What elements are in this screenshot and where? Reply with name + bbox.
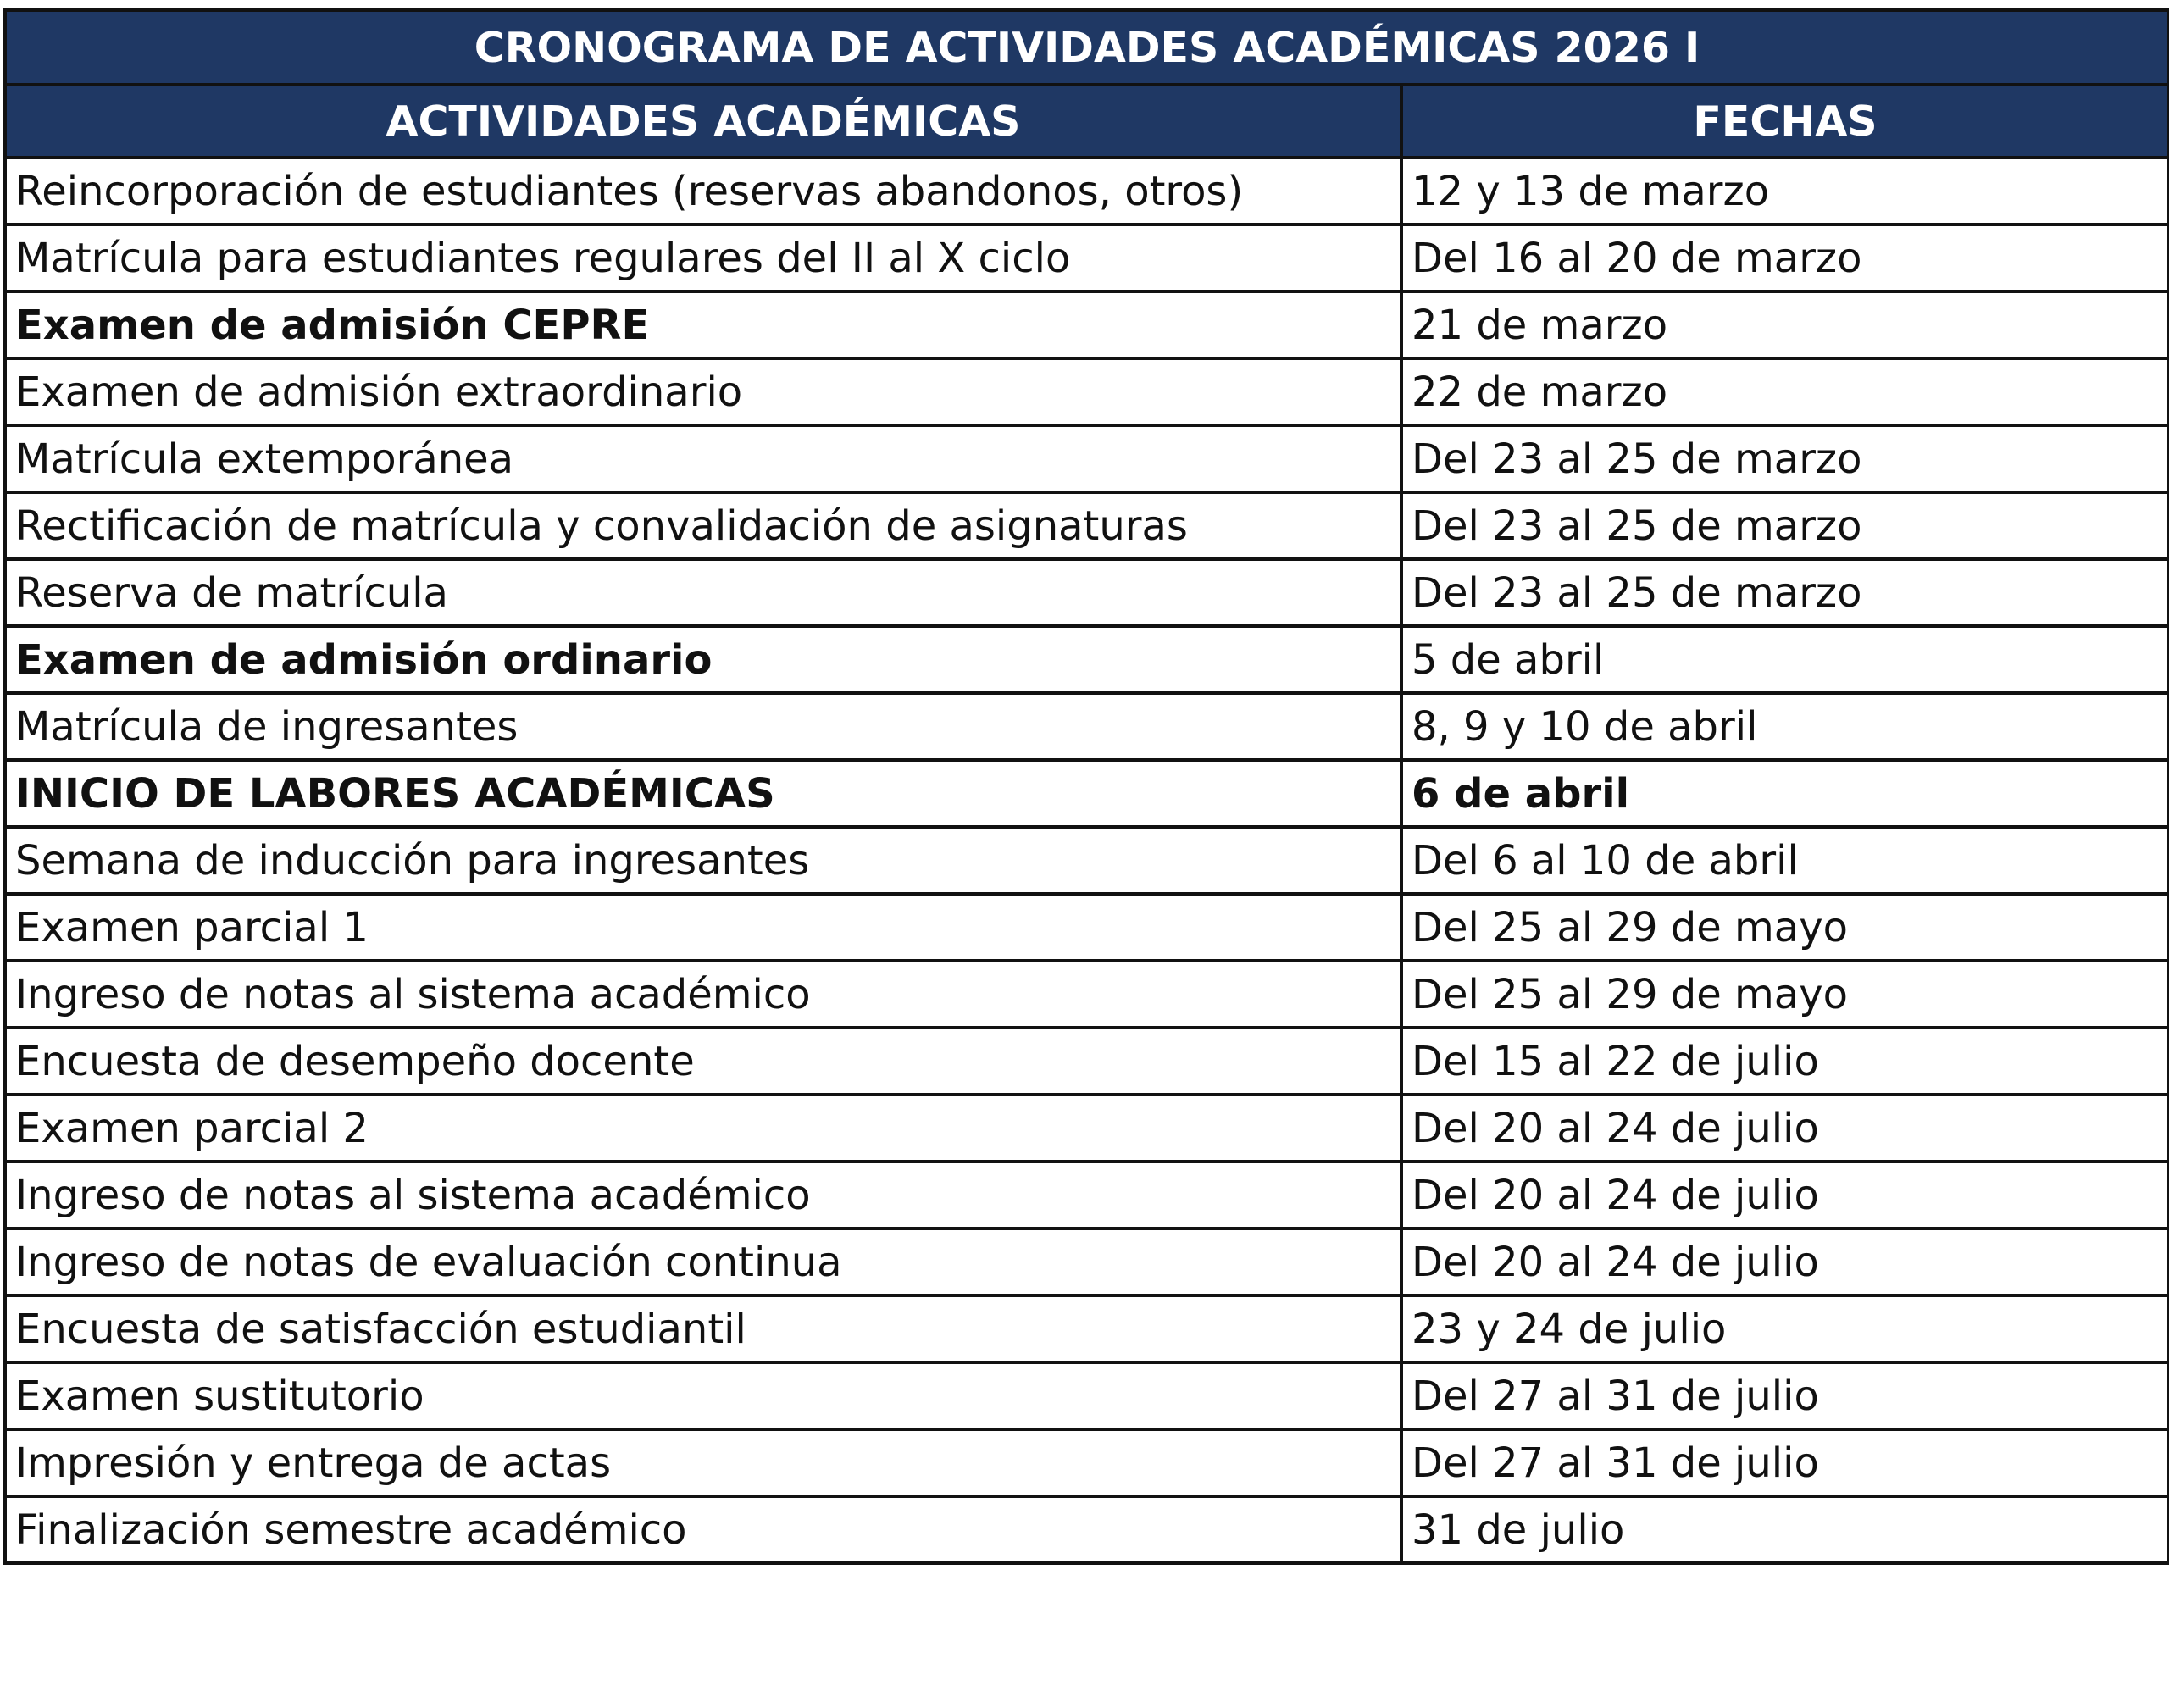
schedule-table <box>3 8 2169 1565</box>
activity-cell: Rectificación de matrícula y convalidación de asignaturas <box>5 492 1401 559</box>
date-cell: Del 27 al 31 de julio <box>1401 1429 2169 1496</box>
activity-cell: Ingreso de notas de evaluación continua <box>5 1228 1401 1295</box>
date-cell: Del 25 al 29 de mayo <box>1401 961 2169 1028</box>
date-cell: 31 de julio <box>1401 1496 2169 1563</box>
table-row <box>5 158 2169 225</box>
title-row <box>5 10 2169 85</box>
activity-cell: Examen sustitutorio <box>5 1362 1401 1429</box>
activity-cell: Semana de inducción para ingresantes <box>5 827 1401 894</box>
table-row <box>5 358 2169 425</box>
table-row <box>5 1162 2169 1228</box>
table-row <box>5 760 2169 827</box>
activity-cell: Reincorporación de estudiantes (reservas abandonos, otros) <box>5 158 1401 225</box>
date-cell: 5 de abril <box>1401 626 2169 693</box>
date-cell: Del 20 al 24 de julio <box>1401 1162 2169 1228</box>
table-row <box>5 291 2169 358</box>
date-cell: Del 6 al 10 de abril <box>1401 827 2169 894</box>
table-row <box>5 1095 2169 1162</box>
table-row <box>5 1228 2169 1295</box>
table-row <box>5 827 2169 894</box>
table-row <box>5 1295 2169 1362</box>
column-header-dates: FECHAS <box>1401 85 2169 158</box>
date-cell: Del 23 al 25 de marzo <box>1401 559 2169 626</box>
table-row <box>5 425 2169 492</box>
date-cell: Del 25 al 29 de mayo <box>1401 894 2169 961</box>
table-row <box>5 1362 2169 1429</box>
date-cell: 22 de marzo <box>1401 358 2169 425</box>
table-row <box>5 559 2169 626</box>
table-row <box>5 693 2169 760</box>
table-row <box>5 1429 2169 1496</box>
activity-cell: Examen de admisión CEPRE <box>5 291 1401 358</box>
date-cell: 12 y 13 de marzo <box>1401 158 2169 225</box>
table-row <box>5 894 2169 961</box>
date-cell: Del 20 al 24 de julio <box>1401 1095 2169 1162</box>
activity-cell: Examen de admisión extraordinario <box>5 358 1401 425</box>
activity-cell: Encuesta de satisfacción estudiantil <box>5 1295 1401 1362</box>
activity-cell: Examen parcial 1 <box>5 894 1401 961</box>
activity-cell: Matrícula para estudiantes regulares del II al X ciclo <box>5 225 1401 291</box>
date-cell: 21 de marzo <box>1401 291 2169 358</box>
table-row <box>5 1496 2169 1563</box>
date-cell: Del 23 al 25 de marzo <box>1401 492 2169 559</box>
activity-cell: Examen de admisión ordinario <box>5 626 1401 693</box>
activity-cell: Encuesta de desempeño docente <box>5 1028 1401 1095</box>
activity-cell: Finalización semestre académico <box>5 1496 1401 1563</box>
column-header-activity: ACTIVIDADES ACADÉMICAS <box>5 85 1401 158</box>
date-cell: 6 de abril <box>1401 760 2169 827</box>
activity-cell: Examen parcial 2 <box>5 1095 1401 1162</box>
date-cell: 23 y 24 de julio <box>1401 1295 2169 1362</box>
activity-cell: Impresión y entrega de actas <box>5 1429 1401 1496</box>
table-row <box>5 626 2169 693</box>
table-title: CRONOGRAMA DE ACTIVIDADES ACADÉMICAS 2026 I <box>5 10 2169 85</box>
activity-cell: Ingreso de notas al sistema académico <box>5 961 1401 1028</box>
date-cell: Del 20 al 24 de julio <box>1401 1228 2169 1295</box>
date-cell: 8, 9 y 10 de abril <box>1401 693 2169 760</box>
header-row <box>5 85 2169 158</box>
date-cell: Del 27 al 31 de julio <box>1401 1362 2169 1429</box>
activity-cell: Ingreso de notas al sistema académico <box>5 1162 1401 1228</box>
date-cell: Del 23 al 25 de marzo <box>1401 425 2169 492</box>
table-row <box>5 1028 2169 1095</box>
table-row <box>5 492 2169 559</box>
date-cell: Del 15 al 22 de julio <box>1401 1028 2169 1095</box>
activity-cell: INICIO DE LABORES ACADÉMICAS <box>5 760 1401 827</box>
date-cell: Del 16 al 20 de marzo <box>1401 225 2169 291</box>
table-row <box>5 225 2169 291</box>
activity-cell: Matrícula extemporánea <box>5 425 1401 492</box>
table-row <box>5 961 2169 1028</box>
activity-cell: Matrícula de ingresantes <box>5 693 1401 760</box>
activity-cell: Reserva de matrícula <box>5 559 1401 626</box>
